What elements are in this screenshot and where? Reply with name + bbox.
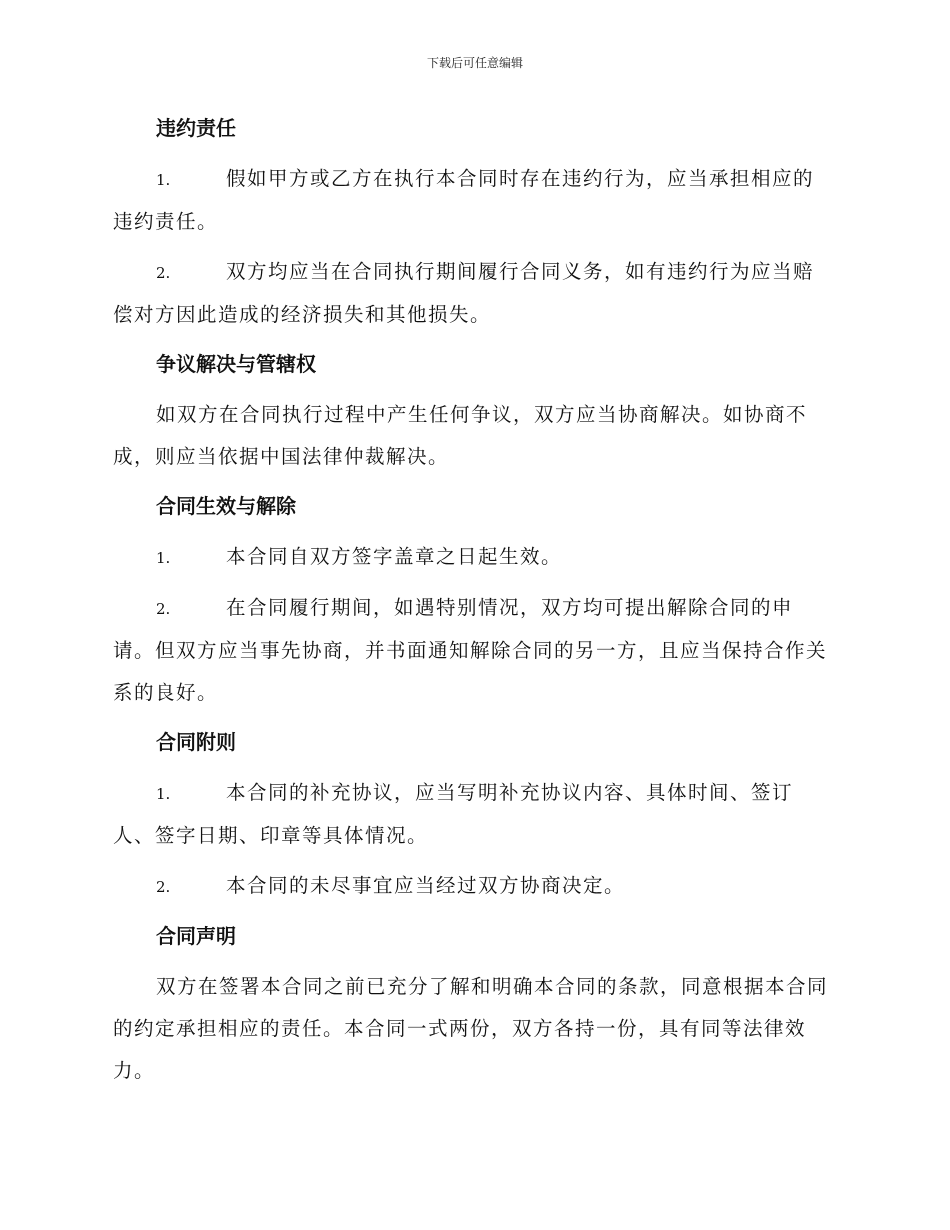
- item-number: 2.: [156, 878, 171, 896]
- section-heading-declaration: 合同声明: [156, 924, 236, 948]
- item-number: 1.: [156, 171, 171, 189]
- section-paragraph: 如双方在合同执行过程中产生任何争议，双方应当协商解决。如协商不成，则应当依据中国法律仲裁解决。: [113, 403, 808, 468]
- item-number: 2.: [156, 264, 171, 282]
- item-number: 1.: [156, 549, 171, 567]
- list-item: [113, 158, 833, 243]
- item-text: 假如甲方或乙方在执行本合同时存在违约行为，应当承担相应的违约责任。: [113, 167, 815, 233]
- item-number: 1.: [156, 785, 171, 803]
- list-item: [113, 772, 833, 857]
- section-heading-effect: 合同生效与解除: [156, 494, 296, 518]
- section-heading-breach: 违约责任: [156, 116, 236, 140]
- item-text: 本合同自双方签字盖章之日起生效。: [226, 545, 563, 568]
- page-header: 下载后可任意编辑: [426, 56, 523, 70]
- item-text: 在合同履行期间，如遇特别情况，双方均可提出解除合同的申请。但双方应当事先协商，并书面通知解除合同的另一方，且应当保持合作关系的良好。: [113, 596, 828, 704]
- section-paragraph: 双方在签署本合同之前已充分了解和明确本合同的条款，同意根据本合同的约定承担相应的责任。本合同一式两份，双方各持一份，具有同等法律效力。: [113, 975, 829, 1082]
- item-number: 2.: [156, 600, 171, 618]
- item-text: 本合同的未尽事宜应当经过双方协商决定。: [226, 874, 626, 897]
- item-text: 双方均应当在合同执行期间履行合同义务，如有违约行为应当赔偿对方因此造成的经济损失和其他损失。: [113, 260, 815, 326]
- list-item: [113, 865, 833, 908]
- section-heading-supplementary: 合同附则: [156, 730, 236, 754]
- list-item: [113, 536, 833, 579]
- section-heading-dispute: 争议解决与管辖权: [156, 352, 316, 376]
- document-body: [113, 108, 833, 1100]
- list-item: [113, 251, 833, 336]
- list-item: [113, 587, 833, 714]
- item-text: 本合同的补充协议，应当写明补充协议内容、具体时间、签订人、签字日期、印章等具体情况。: [113, 781, 794, 847]
